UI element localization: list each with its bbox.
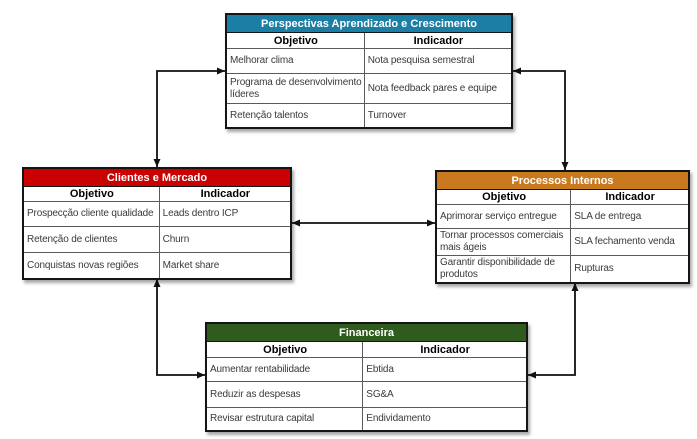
cell-indicador: Churn — [160, 226, 290, 252]
cell-objetivo: Aprimorar serviço entregue — [437, 204, 571, 228]
cell-objetivo: Melhorar clima — [227, 48, 365, 73]
cell-objetivo: Retenção de clientes — [24, 226, 160, 252]
cell-objetivo: Programa de desenvolvimento líderes — [227, 73, 365, 103]
cell-indicador: SLA fechamento venda — [571, 228, 688, 255]
cell-objetivo: Prospecção cliente qualidade — [24, 201, 160, 226]
table-aprendizado-crescimento — [225, 13, 513, 129]
cell-indicador: SLA de entrega — [571, 204, 688, 228]
column-header-objetivo: Objetivo — [437, 190, 571, 204]
cell-objetivo: Retenção talentos — [227, 103, 365, 127]
table-grid — [437, 190, 688, 282]
cell-objetivo: Aumentar rentabilidade — [207, 357, 363, 381]
cell-objetivo: Tornar processos comerciais mais ágeis — [437, 228, 571, 255]
column-header-objetivo: Objetivo — [24, 187, 160, 201]
table-financeira — [205, 322, 528, 432]
column-header-indicador: Indicador — [200, 188, 251, 200]
column-header-objetivo: Objetivo — [227, 33, 365, 48]
cell-objetivo: Conquistas novas regiões — [24, 252, 160, 278]
cell-indicador: Turnover — [365, 103, 511, 127]
cell-objetivo: Garantir disponibilidade de produtos — [437, 255, 571, 282]
column-header-objetivo: Objetivo — [207, 342, 363, 357]
cell-indicador: Rupturas — [571, 255, 688, 282]
column-header-indicador: Indicador — [420, 343, 470, 356]
cell-indicador: Nota feedback pares e equipe — [365, 73, 511, 103]
cell-indicador: SG&A — [363, 381, 526, 407]
table-title: Perspectivas Aprendizado e Crescimento — [227, 15, 511, 33]
cell-indicador: Leads dentro ICP — [160, 201, 290, 226]
connector-processos-aprendizado — [513, 68, 569, 171]
cell-indicador: Ebtida — [363, 357, 526, 381]
table-title: Processos Internos — [437, 172, 688, 190]
table-title: Clientes e Mercado — [24, 169, 290, 187]
column-header-indicador: Indicador — [605, 191, 655, 203]
connector-clientes-processos — [292, 220, 435, 227]
table-grid — [24, 187, 290, 278]
table-grid — [227, 33, 511, 127]
table-title: Financeira — [207, 324, 526, 342]
table-grid — [207, 342, 526, 430]
cell-indicador: Nota pesquisa semestral — [365, 48, 511, 73]
connector-financeira-processos — [528, 283, 579, 379]
column-header-indicador: Indicador — [413, 34, 464, 47]
cell-indicador: Market share — [160, 252, 290, 278]
table-processos-internos — [435, 170, 690, 284]
table-clientes-mercado — [22, 167, 292, 280]
connector-clientes-aprendizado — [154, 68, 226, 168]
cell-indicador: Endividamento — [363, 407, 526, 430]
connector-financeira-clientes — [154, 279, 206, 379]
cell-objetivo: Revisar estrutura capital — [207, 407, 363, 430]
cell-objetivo: Reduzir as despesas — [207, 381, 363, 407]
